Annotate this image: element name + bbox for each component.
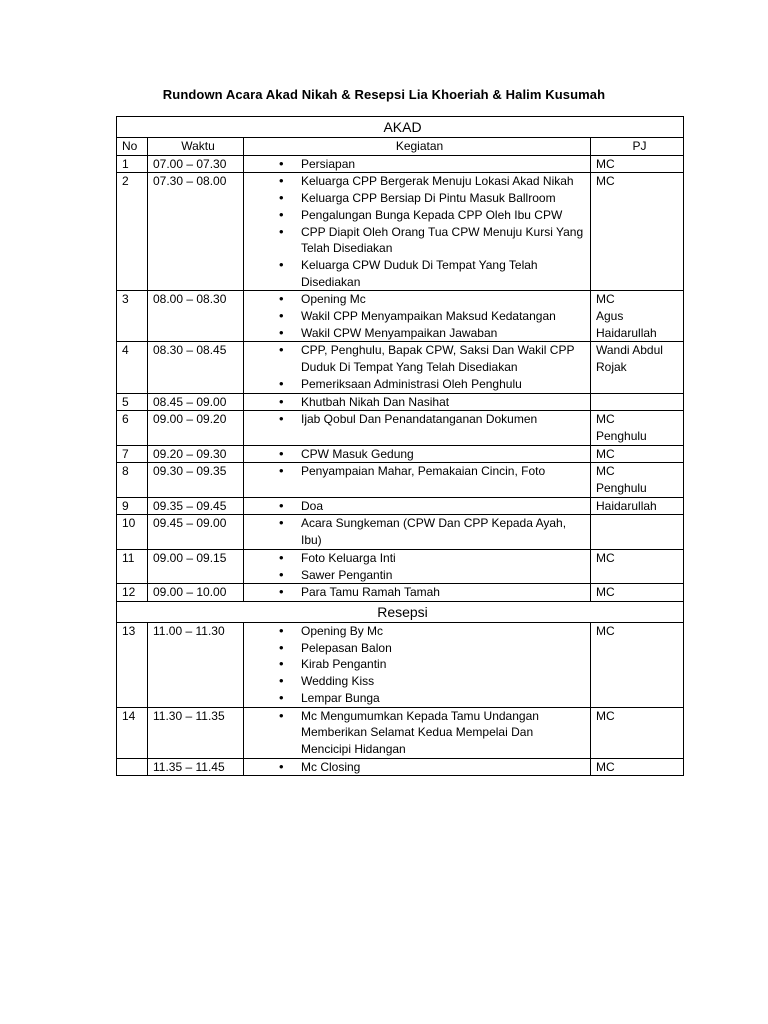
activity-item: • Mc Closing — [301, 759, 586, 776]
activity-list — [249, 550, 590, 583]
activity-item: • Pemeriksaan Administrasi Oleh Penghulu — [301, 376, 586, 393]
pj-name: MC — [596, 446, 615, 461]
row-pj — [591, 549, 684, 583]
activity-item: • Kirab Pengantin — [301, 656, 586, 673]
row-time: 11.00 – 11.30 — [148, 622, 244, 707]
activity-item: • Para Tamu Ramah Tamah — [301, 584, 586, 601]
activity-item: • Sawer Pengantin — [301, 567, 586, 584]
rundown-table-body — [117, 117, 684, 776]
activity-item: • Persiapan — [301, 156, 586, 173]
pj-name: MC — [596, 623, 615, 638]
activity-list — [249, 515, 590, 548]
row-time: 07.00 – 07.30 — [148, 155, 244, 173]
row-time: 09.30 – 09.35 — [148, 463, 244, 497]
pj-name: MC — [596, 464, 615, 479]
document-title: Rundown Acara Akad Nikah & Resepsi Lia Khoeriah & Halim Kusumah — [162, 87, 606, 102]
row-number: 6 — [117, 411, 148, 445]
activity-item: • Keluarga CPW Duduk Di Tempat Yang Telah Disediakan — [301, 257, 586, 290]
pj-name: MC — [596, 412, 615, 427]
row-number — [117, 758, 148, 776]
pj-name: MC — [596, 156, 615, 171]
activity-list — [249, 623, 590, 707]
pj-name: Agus Haidarullah — [596, 309, 657, 340]
activity-item: • Foto Keluarga Inti — [301, 550, 586, 567]
activity-item: • Wakil CPP Menyampaikan Maksud Kedatangan — [301, 308, 586, 325]
row-pj — [591, 515, 684, 549]
row-time: 09.00 – 09.20 — [148, 411, 244, 445]
activity-list — [249, 156, 590, 173]
table-row — [117, 515, 684, 549]
pj-name: Wandi Abdul Rojak — [596, 343, 663, 375]
row-activities — [244, 155, 591, 173]
row-time: 09.35 – 09.45 — [148, 497, 244, 515]
activity-item: • CPP Diapit Oleh Orang Tua CPW Menuju Kursi Yang Telah Disediakan — [301, 224, 586, 257]
pj-name: Penghulu — [596, 428, 647, 443]
row-pj — [591, 291, 684, 342]
activity-item: • Acara Sungkeman (CPW Dan CPP Kepada Ayah, Ibu) — [301, 515, 586, 548]
row-activities — [244, 393, 591, 411]
activity-item: • Pelepasan Balon — [301, 640, 586, 657]
row-pj — [591, 445, 684, 463]
row-activities — [244, 173, 591, 291]
row-activities — [244, 463, 591, 497]
row-activities — [244, 411, 591, 445]
activity-item: • Wedding Kiss — [301, 673, 586, 690]
activity-item: • Doa — [301, 498, 586, 515]
row-number: 8 — [117, 463, 148, 497]
row-time: 09.00 – 09.15 — [148, 549, 244, 583]
row-time: 08.45 – 09.00 — [148, 393, 244, 411]
activity-item: • CPW Masuk Gedung — [301, 446, 586, 463]
activity-list — [249, 173, 590, 290]
activity-list — [249, 291, 590, 341]
row-pj — [591, 497, 684, 515]
activity-item: • Keluarga CPP Bersiap Di Pintu Masuk Ballroom — [301, 190, 586, 207]
activity-list — [249, 708, 590, 758]
pj-name: Penghulu — [596, 481, 647, 496]
row-pj — [591, 173, 684, 291]
column-header-no: No — [117, 138, 148, 156]
row-number: 7 — [117, 445, 148, 463]
section-title: AKAD — [117, 117, 684, 138]
column-header-waktu: Waktu — [148, 138, 244, 156]
row-activities — [244, 342, 591, 393]
row-pj — [591, 707, 684, 758]
column-header-kegiatan: Kegiatan — [244, 138, 591, 156]
pj-name: Haidarullah — [596, 498, 657, 513]
activity-list — [249, 446, 590, 463]
row-pj — [591, 584, 684, 602]
row-activities — [244, 622, 591, 707]
row-activities — [244, 549, 591, 583]
activity-item: • Mc Mengumumkan Kepada Tamu Undangan Memberikan Selamat Kedua Mempelai Dan Mencicipi Hidangan — [301, 708, 586, 758]
activity-list — [249, 342, 590, 392]
activity-item: • Khutbah Nikah Dan Nasihat — [301, 394, 586, 411]
section-title: Resepsi — [117, 601, 684, 622]
activity-item: • Pengalungan Bunga Kepada CPP Oleh Ibu CPW — [301, 207, 586, 224]
row-pj — [591, 758, 684, 776]
row-pj — [591, 342, 684, 393]
table-row — [117, 463, 684, 497]
row-number: 13 — [117, 622, 148, 707]
row-activities — [244, 497, 591, 515]
row-pj — [591, 155, 684, 173]
activity-item: • Opening Mc — [301, 291, 586, 308]
table-row — [117, 758, 684, 776]
row-number: 4 — [117, 342, 148, 393]
activity-list — [249, 411, 590, 428]
table-row — [117, 155, 684, 173]
pj-name: MC — [596, 759, 615, 774]
activity-item: • Penyampaian Mahar, Pemakaian Cincin, Foto — [301, 463, 586, 480]
column-header-row — [117, 138, 684, 156]
column-header-pj: PJ — [591, 138, 684, 156]
row-activities — [244, 291, 591, 342]
row-activities — [244, 445, 591, 463]
pj-name: MC — [596, 292, 615, 307]
activity-list — [249, 498, 590, 515]
table-row — [117, 497, 684, 515]
row-activities — [244, 584, 591, 602]
table-row — [117, 445, 684, 463]
row-pj — [591, 622, 684, 707]
section-header-row — [117, 117, 684, 138]
activity-item: • Opening By Mc — [301, 623, 586, 640]
row-number: 2 — [117, 173, 148, 291]
activity-item: • Wakil CPW Menyampaikan Jawaban — [301, 325, 586, 342]
table-row — [117, 291, 684, 342]
row-pj — [591, 463, 684, 497]
table-row — [117, 707, 684, 758]
row-activities — [244, 707, 591, 758]
row-time: 08.00 – 08.30 — [148, 291, 244, 342]
row-time: 11.30 – 11.35 — [148, 707, 244, 758]
row-number: 1 — [117, 155, 148, 173]
row-number: 9 — [117, 497, 148, 515]
table-row — [117, 584, 684, 602]
row-number: 5 — [117, 393, 148, 411]
row-number: 10 — [117, 515, 148, 549]
row-time: 07.30 – 08.00 — [148, 173, 244, 291]
table-row — [117, 342, 684, 393]
row-activities — [244, 515, 591, 549]
row-time: 09.20 – 09.30 — [148, 445, 244, 463]
pj-name: MC — [596, 174, 615, 189]
table-row — [117, 393, 684, 411]
activity-list — [249, 394, 590, 411]
row-pj — [591, 393, 684, 411]
row-time: 09.45 – 09.00 — [148, 515, 244, 549]
row-number: 3 — [117, 291, 148, 342]
table-row — [117, 549, 684, 583]
row-time: 08.30 – 08.45 — [148, 342, 244, 393]
activity-item: • Keluarga CPP Bergerak Menuju Lokasi Akad Nikah — [301, 173, 586, 190]
activity-list — [249, 584, 590, 601]
row-time: 09.00 – 10.00 — [148, 584, 244, 602]
pj-name: MC — [596, 585, 615, 600]
row-pj — [591, 411, 684, 445]
table-row — [117, 173, 684, 291]
pj-name: MC — [596, 550, 615, 565]
table-row — [117, 411, 684, 445]
row-number: 11 — [117, 549, 148, 583]
activity-item: • Lempar Bunga — [301, 690, 586, 707]
section-header-row — [117, 601, 684, 622]
row-time: 11.35 – 11.45 — [148, 758, 244, 776]
row-activities — [244, 758, 591, 776]
rundown-table — [116, 116, 684, 776]
row-number: 12 — [117, 584, 148, 602]
table-row — [117, 622, 684, 707]
activity-item: • Ijab Qobul Dan Penandatanganan Dokumen — [301, 411, 586, 428]
row-number: 14 — [117, 707, 148, 758]
pj-name: MC — [596, 708, 615, 723]
activity-list — [249, 759, 590, 776]
activity-list — [249, 463, 590, 480]
activity-item: • CPP, Penghulu, Bapak CPW, Saksi Dan Wakil CPP Duduk Di Tempat Yang Telah Disediakan — [301, 342, 586, 375]
